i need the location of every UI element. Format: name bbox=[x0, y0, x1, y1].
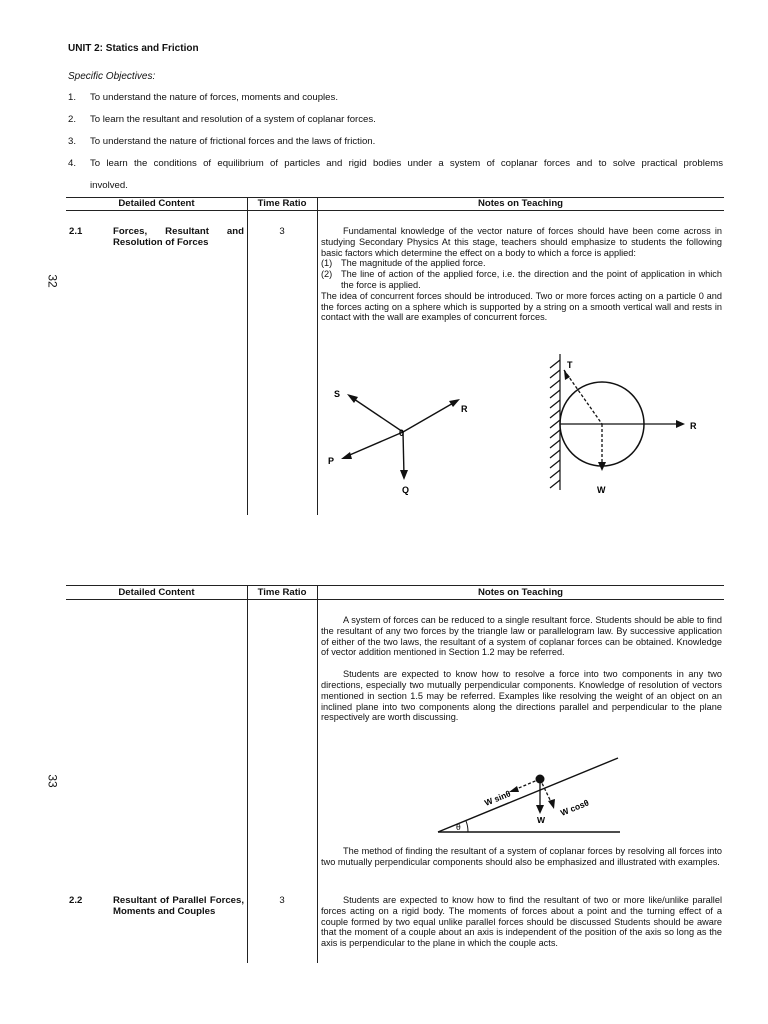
objective-text: To understand the nature of forces, moments and couples. bbox=[90, 92, 338, 103]
list-text: The magnitude of the applied force. bbox=[341, 258, 486, 269]
label-p: P bbox=[328, 456, 335, 466]
objective-number: 2. bbox=[68, 114, 77, 125]
page-number: 33 bbox=[45, 774, 60, 788]
objective-number: 1. bbox=[68, 92, 77, 103]
notes-paragraph: Fundamental knowledge of the vector nature of forces should have been come across in studying Secondary Physics At this stage, teachers should emphasize to students the following basic factors which determine the effect on a body to which a force is applied: bbox=[321, 226, 722, 258]
table-header-rule bbox=[66, 210, 724, 211]
label-t: T bbox=[567, 360, 573, 370]
section-number: 2.1 bbox=[69, 226, 83, 237]
column-divider bbox=[247, 197, 248, 515]
label-q: Q bbox=[402, 485, 410, 495]
inclined-plane-diagram bbox=[430, 752, 640, 840]
label-w: W bbox=[597, 485, 606, 495]
notes-paragraph: The method of finding the resultant of a system of coplanar forces by resolving all forces into two mutually perpendicular components should also be emphasized and illustrated with examples. bbox=[321, 846, 722, 867]
force-arrow-s bbox=[351, 397, 403, 432]
time-ratio-value: 3 bbox=[279, 895, 285, 906]
notes-paragraph: A system of forces can be reduced to a single resultant force. Students should be able to find the resultant of any two forces by the triangle law or parallelogram law. By successive application of either of the two laws, the resultant of a system of coplanar forces can be obtained. Knowledge of vector addition mentioned in Section 1.2 may be referred. bbox=[321, 615, 722, 658]
unit-title: UNIT 2: Statics and Friction bbox=[68, 43, 199, 54]
notes-page-33 bbox=[321, 615, 722, 723]
notes-paragraph: The idea of concurrent forces should be introduced. Two or more forces acting on a particle 0 and the forces acting on a sphere which is supported by a string on a smooth vertical wall and rests in contact with the wall are examples of concurrent forces. bbox=[321, 290, 722, 323]
label-theta: θ bbox=[456, 822, 461, 832]
table-header-rule bbox=[66, 599, 724, 600]
concurrent-forces-diagram bbox=[322, 380, 482, 500]
sphere-on-wall-diagram bbox=[530, 350, 710, 500]
list-text: The line of action of the applied force, i.e. the direction and the point of application in which the force is applied. bbox=[341, 269, 722, 290]
objective-3 bbox=[68, 131, 723, 153]
label-r: R bbox=[690, 421, 697, 431]
list-marker: (1) bbox=[321, 258, 333, 269]
list-marker: (2) bbox=[321, 269, 333, 280]
column-divider bbox=[247, 585, 248, 963]
objective-number: 3. bbox=[68, 136, 77, 147]
objective-number: 4. bbox=[68, 158, 77, 169]
objective-text: To learn the conditions of equilibrium of particles and rigid bodies under a system of coplanar forces and to solve practical problems bbox=[90, 158, 723, 169]
section-number: 2.2 bbox=[69, 895, 83, 906]
header-time-ratio: Time Ratio bbox=[257, 587, 307, 598]
page-number: 32 bbox=[45, 274, 60, 288]
label-w-cos: W cosθ bbox=[559, 797, 591, 818]
notes-page-33-continued bbox=[321, 846, 722, 868]
force-arrow-r bbox=[403, 402, 455, 432]
column-divider bbox=[317, 585, 318, 963]
list-item bbox=[321, 258, 722, 269]
specific-objectives-label: Specific Objectives: bbox=[68, 71, 156, 82]
force-arrow-q bbox=[403, 432, 404, 476]
time-ratio-value: 3 bbox=[279, 226, 285, 237]
header-detailed-content: Detailed Content bbox=[118, 198, 195, 209]
label-o: 0 bbox=[399, 428, 405, 438]
label-r: R bbox=[461, 404, 468, 414]
objective-2 bbox=[68, 109, 723, 131]
label-w-sin: W sinθ bbox=[483, 788, 513, 808]
section-title: Forces, Resultant and Resolution of Forces bbox=[113, 226, 244, 248]
force-arrow-p bbox=[345, 432, 403, 457]
header-notes: Notes on Teaching bbox=[477, 587, 564, 598]
column-divider bbox=[317, 197, 318, 515]
objective-text: To understand the nature of frictional forces and the laws of friction. bbox=[90, 136, 376, 147]
table-top-rule bbox=[66, 585, 724, 586]
notes-section-2-1 bbox=[321, 226, 722, 323]
notes-paragraph: Students are expected to know how to find the resultant of two or more like/unlike parallel forces acting on a rigid body. The moments of forces about a point and the turning effect of a couple formed by two equal unlike parallel forces should be discussed Students should be aware that the moment of a couple about an axis is independent of the position of the axis so long as the axis is perpendicular to the plane in which the couple acts. bbox=[321, 895, 722, 949]
header-time-ratio: Time Ratio bbox=[257, 198, 307, 209]
label-s: S bbox=[334, 389, 341, 399]
objective-text-continued: involved. bbox=[90, 180, 128, 191]
notes-section-2-2 bbox=[321, 895, 722, 949]
header-notes: Notes on Teaching bbox=[477, 198, 564, 209]
list-item bbox=[321, 269, 722, 291]
objective-text: To learn the resultant and resolution of a system of coplanar forces. bbox=[90, 114, 376, 125]
section-title: Resultant of Parallel Forces, Moments and Couples bbox=[113, 895, 244, 917]
header-detailed-content: Detailed Content bbox=[118, 587, 195, 598]
objective-4 bbox=[68, 153, 723, 197]
notes-paragraph: Students are expected to know how to resolve a force into two components in any two directions, especially two mutually perpendicular components. Knowledge of resolution of vectors mentioned in section 1.5 may be referred. Examples like resolving the weight of an object on an inclined plane into two components along the directions parallel and perpendicular to the plane respectively are worth discussing. bbox=[321, 669, 722, 723]
label-w: W bbox=[537, 815, 546, 825]
objective-1 bbox=[68, 87, 723, 109]
